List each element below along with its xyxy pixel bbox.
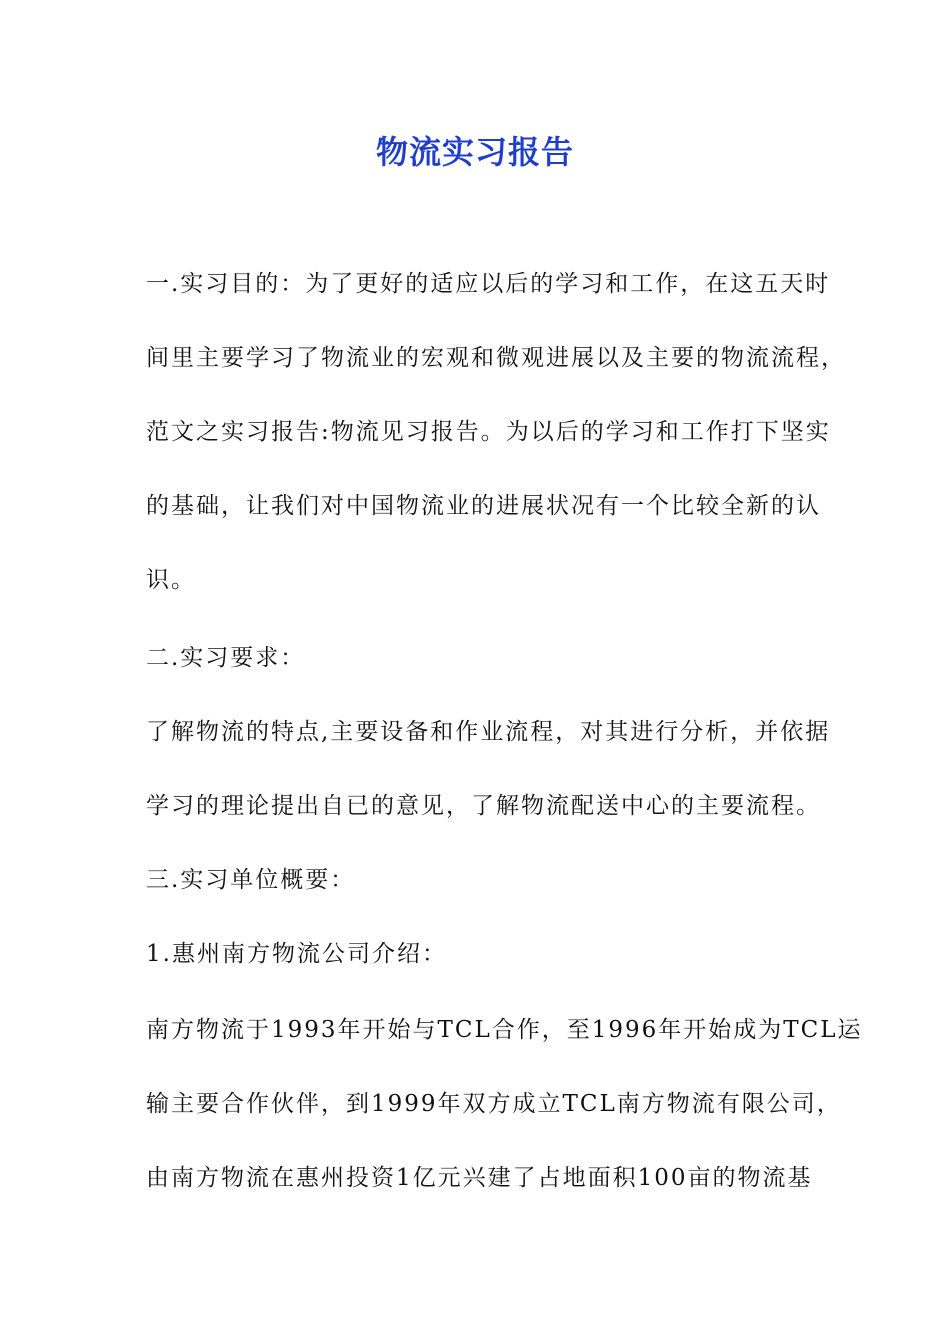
section-heading: 二.实习要求： (146, 645, 306, 671)
section-heading: 三.实习单位概要： (146, 867, 356, 893)
paragraph-line: 一.实习目的：为了更好的适应以后的学习和工作，在这五天时 (146, 271, 831, 297)
subsection-heading: 1.惠州南方物流公司介绍： (146, 941, 447, 967)
paragraph-line: 由南方物流在惠州投资1亿元兴建了占地面积100亩的物流基 (146, 1165, 813, 1191)
paragraph-line: 的基础，让我们对中国物流业的进展状况有一个比较全新的认 (146, 493, 821, 519)
paragraph-line: 间里主要学习了物流业的宏观和微观进展以及主要的物流流程， (146, 345, 846, 371)
paragraph-line: 范文之实习报告:物流见习报告。为以后的学习和工作打下坚实 (146, 419, 831, 445)
document-title: 物流实习报告 (375, 133, 574, 171)
paragraph-line: 学习的理论提出自已的意见，了解物流配送中心的主要流程。 (146, 793, 821, 819)
paragraph-line: 识。 (146, 567, 196, 593)
paragraph-line: 输主要合作伙伴，到1999年双方成立TCL南方物流有限公司， (146, 1091, 842, 1117)
paragraph-line: 了解物流的特点,主要设备和作业流程，对其进行分析，并依据 (146, 719, 831, 745)
paragraph-line: 南方物流于1993年开始与TCL合作，至1996年开始成为TCL运 (146, 1017, 863, 1043)
